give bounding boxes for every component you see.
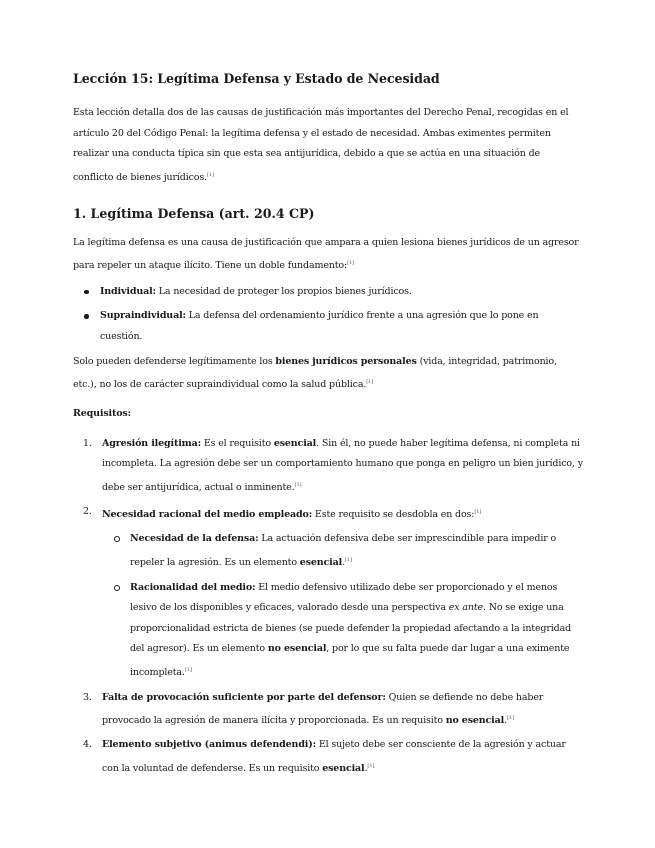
requisito-item: [73, 735, 583, 779]
footnote-ref[interactable]: [1]: [347, 260, 355, 267]
requisito-text: .: [364, 762, 368, 774]
requisitos-list: [73, 434, 583, 780]
sub-requisito-text: .: [342, 557, 345, 569]
sub-requisito-term: Necesidad de la defensa:: [130, 533, 259, 545]
footnote-ref[interactable]: [1]: [344, 556, 353, 563]
sub-requisito-italic: ex ante: [448, 602, 483, 614]
sub-requisito-term: Racionalidad del medio:: [130, 581, 256, 593]
list-item: [100, 306, 583, 347]
footnote-ref[interactable]: [1]: [474, 508, 482, 515]
intro-text: Esta lección detalla dos de las causas de justificación más importantes del Derecho Penal, recogidas en el artículo 20 del Código Penal: la legítima defensa y el estado de necesidad. Ambas eximentes permiten realizar una conducta típica sin que esta sea antijurídica, debido a que se actúa en una situación de conflicto de bienes jurídicos.: [73, 107, 569, 183]
intro-paragraph: [73, 103, 583, 189]
item-number: 3.: [83, 691, 92, 703]
paragraph-bold: bienes jurídicos personales: [275, 355, 417, 367]
item-number: 1.: [83, 437, 92, 449]
sub-requisito-item: [130, 529, 583, 573]
sub-requisito-text: El medio defensivo utilizado debe ser proporcionado y el menos lesivo de los disponibles y eficaces, valorado desde una perspectiva: [130, 581, 558, 614]
footnote-ref[interactable]: [1]: [294, 481, 302, 488]
requisito-text: .: [504, 715, 507, 727]
sub-requisito-text: , por lo que su falta puede dar lugar a una eximente incompleta.: [130, 643, 570, 679]
paragraph-text: Solo pueden defenderse legítimamente los: [73, 355, 276, 367]
requisito-text: Es el requisito: [200, 437, 274, 449]
hollow-bullet-icon: [114, 536, 120, 542]
paragraph-text: (vida, integridad, patrimonio, etc.), no los de carácter supraindividual como la salud pública.: [73, 355, 557, 391]
list-item-term: Supraindividual:: [100, 310, 186, 322]
requisito-item: [73, 502, 583, 684]
requisito-text: . Sin él, no puede haber legítima defensa, ni completa ni incompleta. La agresión debe ser un comportamiento humano que ponga en peligro un bien jurídico, y debe ser antijurídica, actual o inminente.: [102, 437, 583, 493]
sub-requisito-text: La actuación defensiva debe ser imprescindible para impedir o repeler la agresión. Es un elemento: [130, 533, 557, 569]
page-title: Lección 15: Legítima Defensa y Estado de Necesidad: [73, 71, 440, 86]
footnote-ref[interactable]: [1]: [206, 171, 215, 178]
sub-requisito-item: [130, 578, 583, 684]
sub-requisito-text: . No se exige una proporcionalidad estricta de bienes (se puede defender la propiedad afectando a la integridad del agresor). Es un elemento: [130, 602, 572, 655]
sub-requisito-emphasis: esencial: [299, 557, 343, 569]
footnote-ref[interactable]: [1]: [367, 762, 375, 769]
requisito-emphasis: no esencial: [445, 715, 505, 727]
requisito-emphasis: esencial: [322, 762, 365, 774]
requisito-term: Elemento subjetivo (animus defendendi):: [102, 739, 316, 751]
section-paragraph-text: La legítima defensa es una causa de justificación que ampara a quien lesiona bienes jurídicos de un agresor para repeler un ataque ilícito. Tiene un doble fundamento:: [73, 236, 579, 272]
sub-requisito-emphasis: no esencial: [267, 643, 327, 655]
fundamentos-list: [73, 282, 583, 348]
section-paragraph: [73, 233, 583, 277]
requisito-term: Falta de provocación suficiente por parte del defensor:: [102, 691, 386, 703]
requisitos-title: Requisitos:: [73, 408, 131, 419]
footnote-ref[interactable]: [1]: [506, 715, 515, 722]
requisito-text: Quien se defiende no debe haber provocado la agresión de manera ilícita y proporcionada. Es un requisito: [102, 691, 544, 727]
requisito-item: [73, 688, 583, 732]
sub-requisitos-list: [102, 529, 583, 683]
requisito-text: El sujeto debe ser consciente de la agresión y actuar con la voluntad de defenderse. Es un requisito: [102, 739, 566, 774]
item-number: 4.: [83, 739, 92, 751]
list-item-text: La necesidad de proteger los propios bienes jurídicos.: [155, 285, 412, 297]
footnote-ref[interactable]: [1]: [366, 379, 374, 386]
requisito-text: Este requisito se desdobla en dos:: [312, 508, 475, 520]
document-content: [73, 68, 583, 782]
item-number: 2.: [83, 505, 92, 517]
footnote-ref[interactable]: [1]: [184, 667, 192, 673]
requisito-term: Agresión ilegítima:: [102, 437, 201, 449]
requisito-term: Necesidad racional del medio empleado:: [102, 508, 313, 520]
section-heading: 1. Legítima Defensa (art. 20.4 CP): [73, 205, 315, 221]
hollow-bullet-icon: [114, 585, 120, 591]
list-item-term: Individual:: [100, 285, 156, 297]
list-item: [100, 282, 583, 303]
bienes-paragraph: [73, 352, 583, 396]
requisito-emphasis: esencial: [273, 437, 317, 449]
list-item-text: La defensa del ordenamiento jurídico frente a una agresión que lo pone en cuestión.: [100, 310, 539, 343]
requisito-item: [73, 434, 583, 499]
